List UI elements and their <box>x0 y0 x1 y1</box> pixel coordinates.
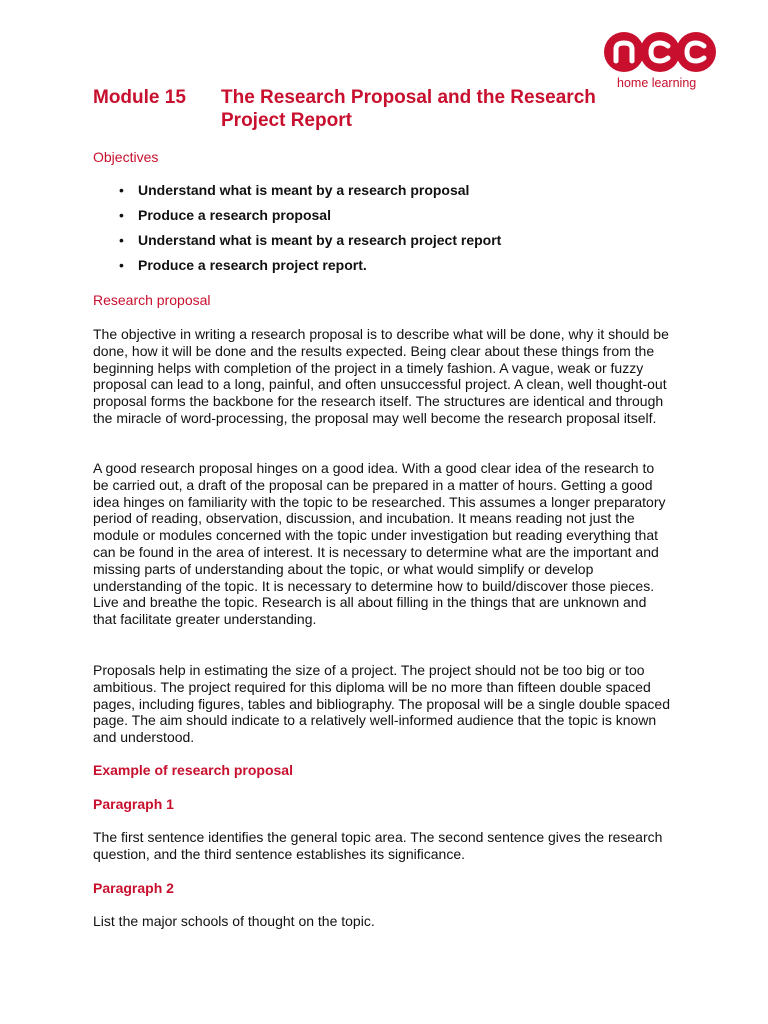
body-paragraph: Proposals help in estimating the size of a project. The project should not be too big or too ambitious. The project required for this diploma will be no more than fifteen double spaced pages, including figures, tables and bibliography. The proposal will be a single double spaced page. The aim should indicate to a relatively well-informed audience that the topic is known and understood. <box>93 662 670 746</box>
objective-text: Understand what is meant by a research project report <box>138 232 502 248</box>
module-title: The Research Proposal and the Research Project Report <box>221 87 596 131</box>
objectives-heading: Objectives <box>93 149 159 165</box>
module-number: Module 15 <box>93 87 186 108</box>
research-proposal-heading: Research proposal <box>93 292 211 308</box>
logo-tagline: home learning <box>617 76 697 90</box>
objective-text: Produce a research project report. <box>138 257 367 273</box>
bullet-icon: • <box>119 257 124 273</box>
bullet-icon: • <box>119 182 124 198</box>
list-item <box>93 182 673 199</box>
example-heading: Example of research proposal <box>93 762 293 778</box>
objectives-list <box>93 182 673 282</box>
list-item <box>93 257 673 274</box>
ncc-logo-mark <box>604 31 716 73</box>
list-item <box>93 207 673 224</box>
objective-text: Understand what is meant by a research proposal <box>138 182 470 198</box>
paragraph-1-heading: Paragraph 1 <box>93 796 174 812</box>
list-item <box>93 232 673 249</box>
bullet-icon: • <box>119 207 124 223</box>
body-paragraph: The objective in writing a research proposal is to describe what will be done, why it should be done, how it will be done and the results expected. Being clear about these things from the beginning helps with completion of the project in a timely fashion. A vague, weak or fuzzy proposal can lead to a long, painful, and often unsuccessful project. A clean, well thought-out proposal forms the backbone for the research itself. The structures are identical and through the miracle of word-processing, the proposal may well become the research proposal itself. <box>93 326 669 426</box>
ncc-logo <box>600 31 718 93</box>
bullet-icon: • <box>119 232 124 248</box>
objective-text: Produce a research proposal <box>138 207 331 223</box>
body-paragraph: List the major schools of thought on the topic. <box>93 913 375 929</box>
body-paragraph: The first sentence identifies the general topic area. The second sentence gives the research question, and the third sentence establishes its significance. <box>93 829 663 862</box>
body-paragraph: A good research proposal hinges on a good idea. With a good clear idea of the research to be carried out, a draft of the proposal can be prepared in a matter of hours. Getting a good idea hinges on familiarity with the topic to be researched. This assumes a longer preparatory period of reading, observation, discussion, and incubation. It means reading not just the module or modules concerned with the topic under investigation but reading everything that can be found in the area of interest. It is necessary to determine what are the important and missing parts of understanding about the topic, or what would simplify or develop understanding of the topic. It is necessary to determine how to build/discover those pieces. Live and breathe the topic. Research is all about filling in the things that are unknown and that facilitate greater understanding. <box>93 460 666 628</box>
paragraph-2-heading: Paragraph 2 <box>93 880 174 896</box>
